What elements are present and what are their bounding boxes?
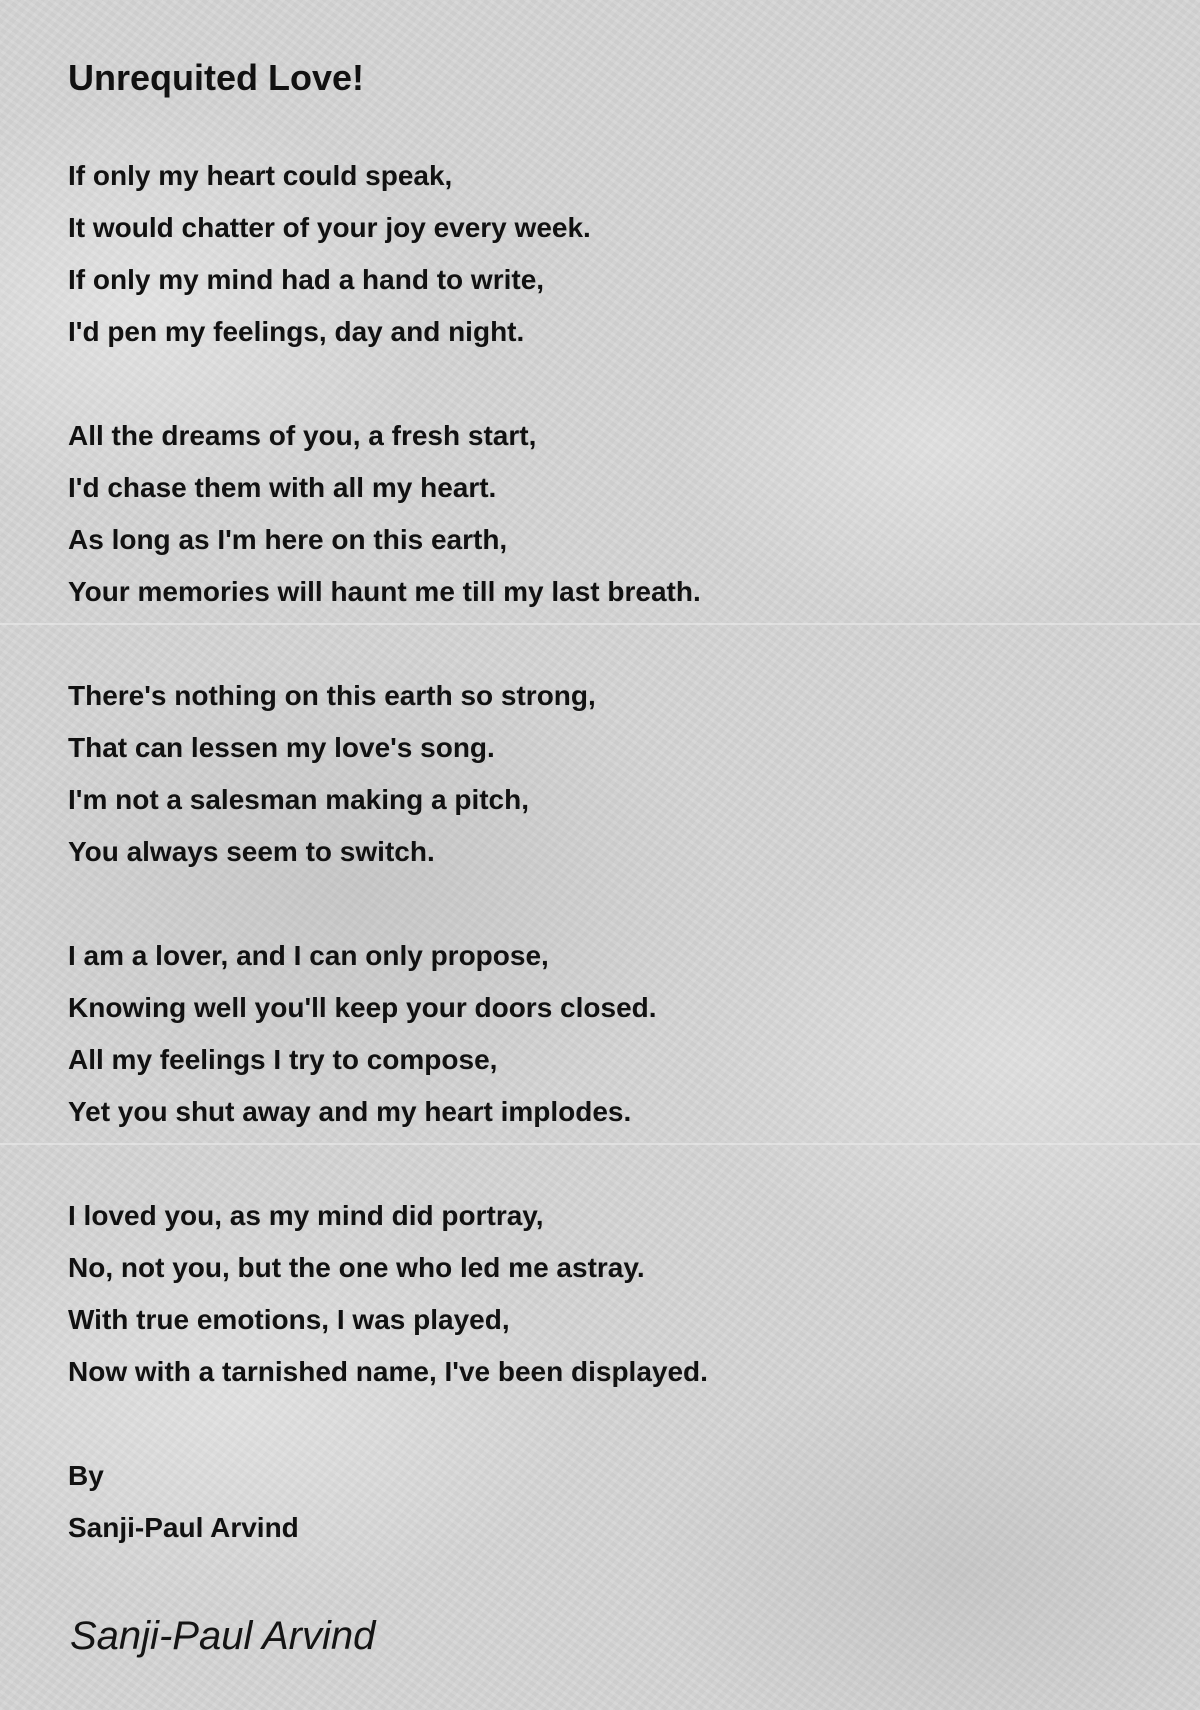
poem-title: Unrequited Love! [68,57,365,98]
stanza-1 [68,150,591,358]
poem-line: Yet you shut away and my heart implodes. [68,1096,632,1127]
stanza-4 [68,930,657,1138]
poem-line: All my feelings I try to compose, [68,1044,498,1075]
poem-line: There's nothing on this earth so strong, [68,680,596,711]
poem-line: I loved you, as my mind did portray, [68,1200,544,1231]
poem-line: Knowing well you'll keep your doors closed. [68,992,657,1023]
poem-line: Your memories will haunt me till my last breath. [68,576,701,607]
poem-line: With true emotions, I was played, [68,1304,510,1335]
poem-line: It would chatter of your joy every week. [68,212,591,243]
byline-label: By [68,1460,104,1491]
poem-line: All the dreams of you, a fresh start, [68,420,537,451]
author-signature: Sanji-Paul Arvind [70,1614,376,1658]
background-seam [0,623,1200,625]
poem-line: That can lessen my love's song. [68,732,495,763]
stanza-5 [68,1190,708,1398]
author-name: Sanji-Paul Arvind [68,1512,299,1543]
poem-line: You always seem to switch. [68,836,435,867]
stanza-3 [68,670,596,878]
poem-line: As long as I'm here on this earth, [68,524,508,555]
background-seam [0,1143,1200,1145]
byline [68,1450,299,1554]
poem-line: I'd pen my feelings, day and night. [68,316,525,347]
poem-line: I'd chase them with all my heart. [68,472,497,503]
poem-line: If only my heart could speak, [68,160,453,191]
poem-line: No, not you, but the one who led me astray. [68,1252,645,1283]
poem-line: I'm not a salesman making a pitch, [68,784,530,815]
poem-line: Now with a tarnished name, I've been displayed. [68,1356,708,1387]
stanza-2 [68,410,701,618]
poem-line: If only my mind had a hand to write, [68,264,545,295]
poem-line: I am a lover, and I can only propose, [68,940,549,971]
